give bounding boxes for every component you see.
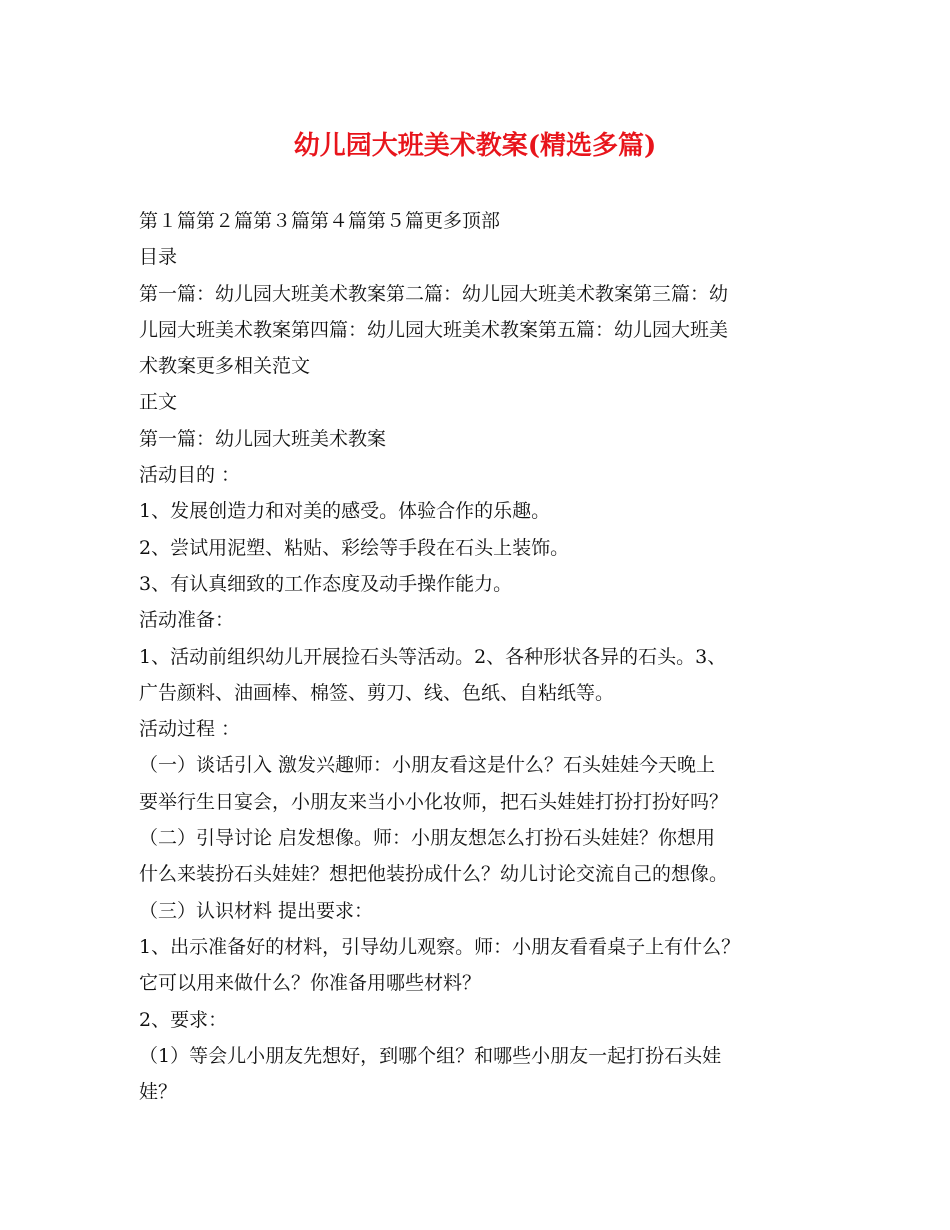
text-line: 要举行生日宴会，小朋友来当小小化妆师，把石头娃娃打扮打扮好吗？: [139, 790, 729, 813]
document-title: 幼儿园大班美术教案(精选多篇): [293, 131, 657, 161]
text-line: 目录: [139, 246, 178, 269]
document-body: [139, 203, 839, 1110]
text-line: 活动过程 ：: [139, 718, 241, 741]
text-line: 什么来装扮石头娃娃？想把他装扮成什么？幼儿讨论交流自己的想像。: [139, 863, 729, 886]
text-line: 1、活动前组织幼儿开展捡石头等活动。2、各种形状各异的石头。3、: [139, 645, 727, 668]
text-line: 它可以用来做什么？你准备用哪些材料？: [139, 972, 482, 995]
text-line: （一）谈话引入 激发兴趣师：小朋友看这是什么？石头娃娃今天晚上: [139, 754, 716, 777]
text-line: 1、出示准备好的材料，引导幼儿观察。师：小朋友看看桌子上有什么？: [139, 935, 741, 958]
text-line: 第一篇：幼儿园大班美术教案第二篇：幼儿园大班美术教案第三篇：幼: [139, 282, 729, 305]
text-line: （二）引导讨论 启发想像。师：小朋友想怎么打扮石头娃娃？你想用: [139, 827, 716, 850]
text-line: 2、尝试用泥塑、粘贴、彩绘等手段在石头上装饰。: [139, 536, 570, 559]
text-line: 活动目的 ：: [139, 464, 241, 487]
text-line: 1、发展创造力和对美的感受。体验合作的乐趣。: [139, 500, 551, 523]
text-line: 术教案更多相关范文: [139, 355, 311, 378]
text-line: （三）认识材料 提出要求：: [139, 899, 374, 922]
text-line: （1）等会儿小朋友先想好，到哪个组？和哪些小朋友一起打扮石头娃: [139, 1044, 722, 1067]
text-line: 3、有认真细致的工作态度及动手操作能力。: [139, 572, 513, 595]
text-line: 广告颜料、油画棒、棉签、剪刀、线、色纸、自粘纸等。: [139, 681, 615, 704]
text-line: 正文: [139, 391, 178, 414]
text-line: 第一篇：幼儿园大班美术教案: [139, 427, 387, 450]
text-line: 活动准备：: [139, 609, 235, 632]
text-line: 第１篇第２篇第３篇第４篇第５篇更多顶部: [139, 210, 501, 232]
text-line: 娃？: [139, 1081, 178, 1104]
text-line: 2、要求：: [139, 1008, 228, 1031]
text-line: 儿园大班美术教案第四篇：幼儿园大班美术教案第五篇：幼儿园大班美: [139, 318, 729, 341]
